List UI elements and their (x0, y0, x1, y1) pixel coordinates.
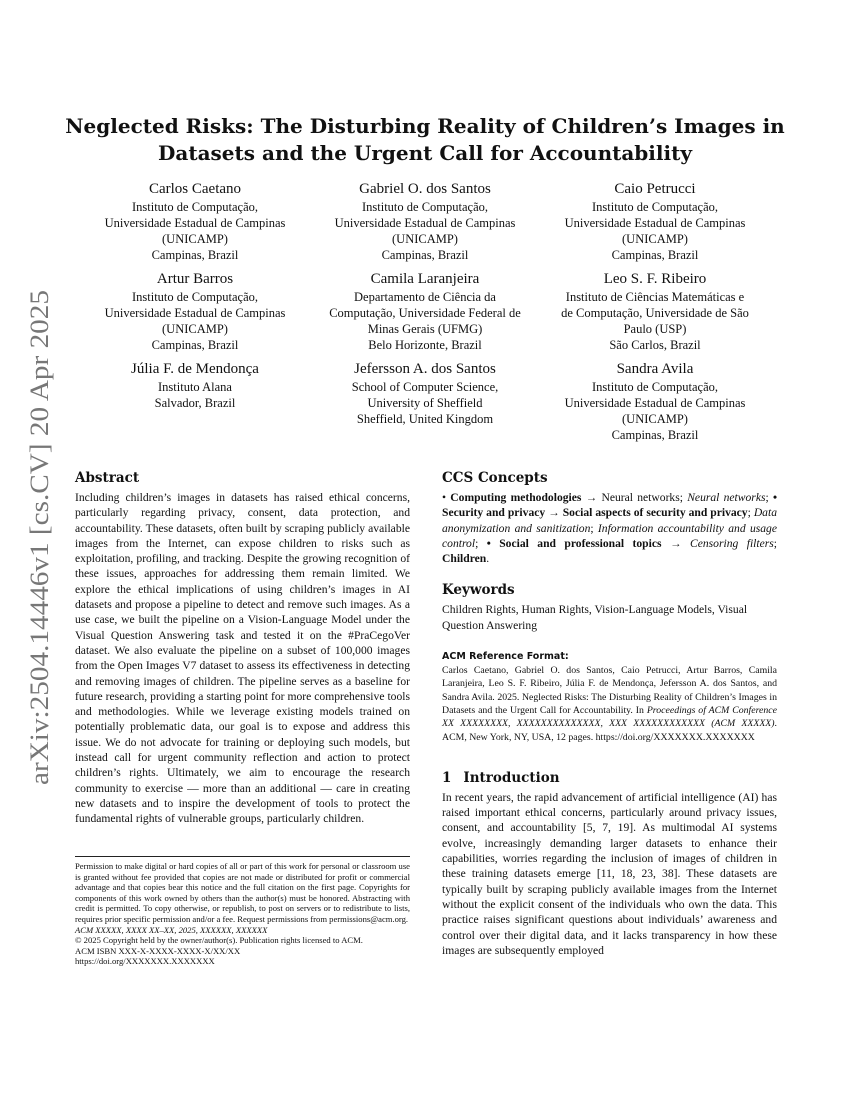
affiliation-line: Instituto de Computação, (361, 200, 489, 214)
ccs-part: → Neural networks; (581, 491, 688, 504)
affiliation-line: Universidade Estadual de Campinas (564, 216, 746, 230)
affiliation-line: Instituto de Computação, (131, 200, 259, 214)
author-name: Jefersson A. dos Santos (354, 361, 496, 377)
author-affiliation (540, 379, 770, 443)
ccs-part: → (545, 506, 563, 520)
acm-ref-venue: Proceedings of ACM Conference XX XXXXXXXX, XXXXXXXXXXXXXX, XXX XXXXXXXXXXXX (ACM XXXXX) (442, 704, 777, 730)
affiliation-line: Computação, Universidade Federal de (329, 306, 521, 320)
affiliation-line: (UNICAMP) (622, 412, 688, 426)
acm-ref-text (442, 664, 777, 744)
author-affiliation (80, 379, 310, 411)
affiliation-line: Belo Horizonte, Brazil (368, 338, 482, 352)
acm-ref-text-2: . ACM, New York, NY, USA, 12 pages. https://doi.org/XXXXXXX.XXXXXXX (442, 718, 777, 743)
affiliation-line: University of Sheffield (367, 396, 483, 410)
abstract-heading: Abstract (75, 470, 140, 486)
author-affiliation (540, 289, 770, 353)
affiliation-line: Campinas, Brazil (611, 428, 699, 442)
author-block (80, 360, 310, 443)
author-block (540, 180, 770, 263)
ccs-part: • Security and privacy (442, 491, 777, 520)
copyright-line: © 2025 Copyright held by the owner/author(s). Publication rights licensed to ACM. (75, 935, 363, 946)
intro-heading (442, 770, 777, 786)
ccs-part: Neural networks (687, 491, 766, 504)
affiliation-line: Instituto de Computação, (131, 290, 259, 304)
arxiv-stamp (18, 290, 58, 785)
ccs-part: Censoring filters (689, 536, 774, 550)
author-block (310, 270, 540, 353)
author-name: Gabriel O. dos Santos (359, 181, 491, 197)
ccs-part: → (661, 536, 690, 550)
affiliation-line: Campinas, Brazil (151, 248, 239, 262)
author-affiliation (80, 289, 310, 353)
doi-line[interactable]: https://doi.org/XXXXXXX.XXXXXXX (75, 956, 215, 967)
right-column (442, 470, 777, 958)
affiliation-line: Universidade Estadual de Campinas (334, 216, 516, 230)
author-name: Camila Laranjeira (370, 271, 480, 287)
author-block (80, 270, 310, 353)
intro-text: In recent years, the rapid advancement of artificial intelligence (AI) has raised important ethical concerns, particularly around privacy issues, consent, and accountability [5, 7, 19]. As multimodal AI systems evolve, increasingly demanding larger datasets to enhance their capabilities, worries regarding the inclusion of images of children in these training datasets emerge [11, 18, 23, 38]. These datasets are typically built by scraping publicly available images from the Internet without the explicit consent of the individuals who own the data. This practice raises significant questions about individuals’ awareness and control over their digital data, and it lacks transparency in how these images are subsequently employed (442, 790, 777, 957)
author-grid (80, 180, 770, 443)
author-name: Carlos Caetano (148, 181, 242, 197)
affiliation-line: Instituto de Computação, (591, 200, 719, 214)
affiliation-line: São Carlos, Brazil (609, 338, 701, 352)
author-name: Sandra Avila (616, 361, 694, 377)
author-block (540, 270, 770, 353)
ccs-part: ; (765, 491, 773, 504)
author-block (310, 180, 540, 263)
keywords-text: Children Rights, Human Rights, Vision-Language Models, Visual Question Answering (442, 603, 748, 632)
ccs-part: ; (475, 536, 487, 550)
author-name: Caio Petrucci (614, 181, 696, 197)
affiliation-line: Universidade Estadual de Campinas (104, 306, 286, 320)
ccs-part: . (486, 552, 490, 566)
affiliation-line: Instituto Alana (158, 380, 232, 394)
ccs-part: Information accountability and usage control (442, 521, 777, 550)
affiliation-line: Campinas, Brazil (611, 248, 699, 262)
permission-text: Permission to make digital or hard copies of all or part of this work for personal or classroom use is granted without fee provided that copies are not made or distributed for profit or commercial advantage and that copies bear this notice and the full citation on the first page. Copyrights for components of this work owned by others than the author(s) must be honored. Abstracting with credit is permitted. To copy otherwise, or republish, to post on servers or to redistribute to lists, requires prior specific permission and/or a fee. Request permissions from permissions@acm.org. (75, 861, 410, 924)
ccs-part: ; (773, 536, 778, 550)
title-line-2: Datasets and the Urgent Call for Accountability (158, 141, 692, 165)
affiliation-line: de Computação, Universidade de São (561, 306, 749, 320)
keywords-heading: Keywords (442, 582, 515, 599)
left-column (75, 470, 410, 827)
affiliation-line: (UNICAMP) (392, 232, 458, 246)
abstract-text: Including children’s images in datasets has raised ethical concerns, particularly regarding privacy, consent, data protection, and accountability. These datasets, often built by scraping publicly available images from the Internet, can expose children to risks such as exploitation, profiling, and tracking. Despite the growing recognition of these issues, approaches for addressing them remain limited. We explore the ethical implications of using children’s images in AI datasets and propose a pipeline to detect and remove such images. As a use case, we built the pipeline on a Vision-Language Model under the Visual Question Answering task and tested it on the #PraCegoVer dataset. We also evaluate the pipeline on a subset of 100,000 images from the Open Images V7 dataset to assess its effectiveness in detecting and removing images of children. The pipeline serves as a baseline for future research, providing a starting point for more comprehensive tools and methodologies. While we leverage existing models trained on potentially problematic data, our goal is to expose and address this issue. We do not advocate for training or deploying such models, but instead call for urgent community reflection and action to protect children’s rights. Ultimately, we aim to encourage the research community to exercise — more than an additional — care in creating new datasets and to inspire the development of tools to protect the fundamental rights of vulnerable groups, particularly children. (75, 491, 410, 826)
affiliation-line: Universidade Estadual de Campinas (104, 216, 286, 230)
section-title: Introduction (463, 769, 560, 786)
author-name: Artur Barros (156, 271, 234, 287)
affiliation-line: Instituto de Computação, (591, 380, 719, 394)
affiliation-line: Sheffield, United Kingdom (356, 412, 494, 426)
acm-ref-heading: ACM Reference Format: (442, 651, 569, 663)
ccs-part: Computing methodologies (450, 491, 582, 504)
author-affiliation (540, 199, 770, 263)
ccs-part: Children (442, 552, 487, 566)
affiliation-line: Minas Gerais (UFMG) (367, 322, 483, 336)
ccs-part: • Social and professional topics (486, 536, 662, 550)
author-affiliation (310, 379, 540, 427)
arxiv-stamp-text: arXiv:2504.14446v1 [cs.CV] 20 Apr 2025 (25, 344, 54, 785)
author-block (80, 180, 310, 263)
acm-ref-text-1: Carlos Caetano, Gabriel O. dos Santos, Caio Petrucci, Artur Barros, Camila Laranjeira, Leo S. F. Ribeiro, Júlia F. de Mendonça, Jefersson A. dos Santos, and Sandra Avila. 2025. Neglected Risks: The Disturbing Reality of Children’s Images in Datasets and the Urgent Call for Accountability. In (442, 665, 777, 716)
affiliation-line: Universidade Estadual de Campinas (564, 396, 746, 410)
title-line-1: Neglected Risks: The Disturbing Reality of Children’s Images in (65, 114, 785, 138)
permission-footnote (75, 856, 410, 967)
ccs-concepts (442, 490, 777, 566)
section-number: 1 (442, 769, 452, 786)
affiliation-line: Salvador, Brazil (154, 396, 236, 410)
ccs-part: ; (590, 521, 598, 535)
ccs-part: Data anonymization and sanitization (442, 506, 777, 535)
ccs-part: • (442, 491, 451, 504)
affiliation-line: Paulo (USP) (623, 322, 687, 336)
author-block (310, 360, 540, 443)
author-affiliation (80, 199, 310, 263)
affiliation-line: (UNICAMP) (162, 232, 228, 246)
author-name: Leo S. F. Ribeiro (603, 271, 707, 287)
ccs-heading: CCS Concepts (442, 470, 548, 486)
ccs-part: ; (747, 506, 754, 520)
affiliation-line: Instituto de Ciências Matemáticas e (565, 290, 745, 304)
affiliation-line: (UNICAMP) (162, 322, 228, 336)
affiliation-line: (UNICAMP) (622, 232, 688, 246)
author-block (540, 360, 770, 443)
author-name: Júlia F. de Mendonça (131, 361, 259, 377)
affiliation-line: Campinas, Brazil (381, 248, 469, 262)
isbn-line: ACM ISBN XXX-X-XXXX-XXXX-X/XX/XX (75, 945, 241, 956)
author-affiliation (310, 289, 540, 353)
affiliation-line: Campinas, Brazil (151, 338, 239, 352)
affiliation-line: Departamento de Ciência da (354, 290, 496, 304)
author-affiliation (310, 199, 540, 263)
conference-line: ACM XXXXX, XXXX XX–XX, 2025, XXXXXX, XXXXXX (75, 924, 268, 935)
paper-title (60, 113, 790, 167)
affiliation-line: School of Computer Science, (351, 380, 499, 394)
ccs-part: Social aspects of security and privacy (562, 506, 748, 520)
